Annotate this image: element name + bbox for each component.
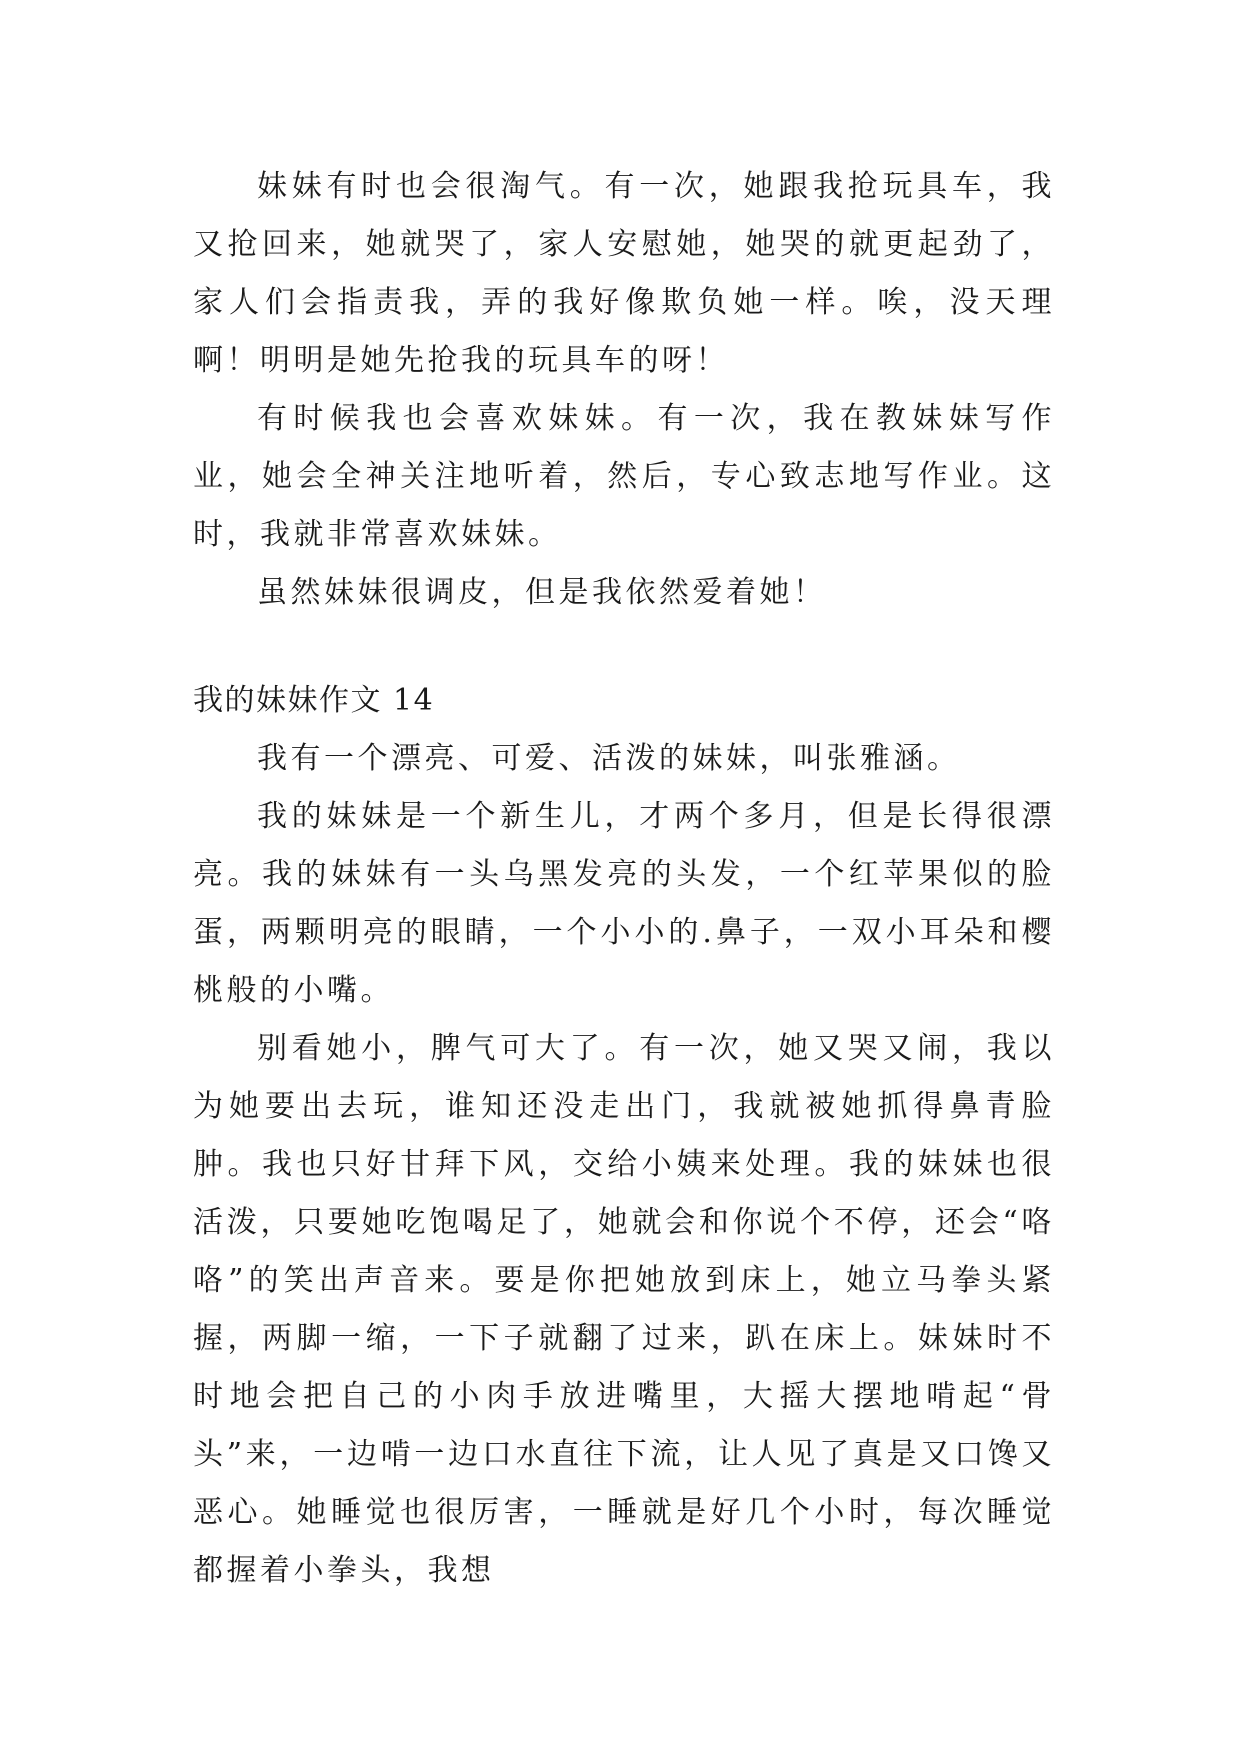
paragraph-appearance: 我的妹妹是一个新生儿，才两个多月，但是长得很漂亮。我的妹妹有一头乌黑发亮的头发，一个红苹果似的脸蛋，两颗明亮的眼睛，一个小小的.鼻子，一双小耳朵和樱桃般的小嘴。 [193,799,1055,1008]
document-body [193,158,1055,1600]
section-title: 我的妹妹作文 14 [193,683,435,718]
paragraph-still-love: 虽然妹妹很调皮，但是我依然爱着她！ [257,575,827,610]
paragraph-naughty-sister: 妹妹有时也会很淘气。有一次，她跟我抢玩具车，我又抢回来，她就哭了，家人安慰她，她哭的就更起劲了，家人们会指责我，弄的我好像欺负她一样。唉，没天理啊！明明是她先抢我的玩具车的呀！ [193,169,1055,378]
paragraph-like-sister: 有时候我也会喜欢妹妹。有一次，我在教妹妹写作业，她会全神关注地听着，然后，专心致志地写作业。这时，我就非常喜欢妹妹。 [193,401,1055,552]
paragraph-intro: 我有一个漂亮、可爱、活泼的妹妹，叫张雅涵。 [257,741,961,776]
paragraph-temper: 别看她小，脾气可大了。有一次，她又哭又闹，我以为她要出去玩，谁知还没走出门，我就被她抓得鼻青脸肿。我也只好甘拜下风，交给小姨来处理。我的妹妹也很活泼，只要她吃饱喝足了，她就会和你说个不停，还会“咯咯”的笑出声音来。要是你把她放到床上，她立马拳头紧握，两脚一缩，一下子就翻了过来，趴在床上。妹妹时不时地会把自己的小肉手放进嘴里，大摇大摆地啃起“骨头”来，一边啃一边口水直往下流，让人见了真是又口馋又恶心。她睡觉也很厉害，一睡就是好几个小时，每次睡觉都握着小拳头，我想 [193,1031,1055,1588]
